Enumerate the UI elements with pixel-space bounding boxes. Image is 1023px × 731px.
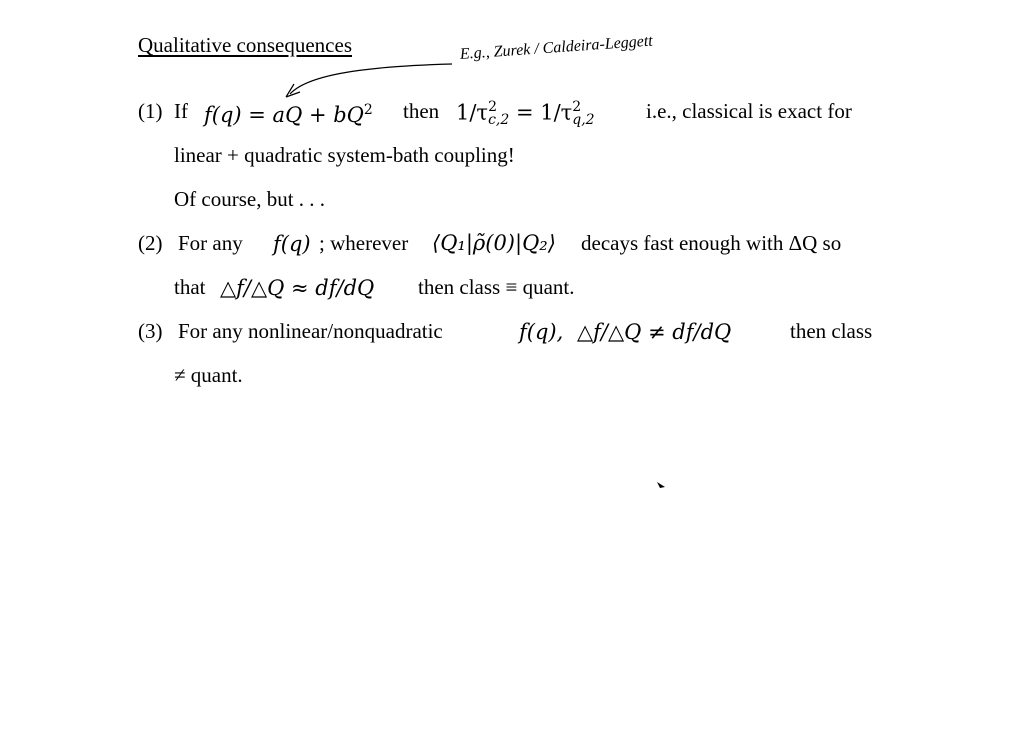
item2-approx: △f/△Q ≈ df/dQ <box>220 276 375 300</box>
item1-line3: Of course, but . . . <box>174 187 326 211</box>
item1-equation-rhs: 1/τ 2 c,2 = 1/τ 2 q,2 <box>456 99 595 128</box>
item2-decays: decays fast enough with ΔQ so <box>581 231 842 255</box>
item1-tail: i.e., classical is exact for <box>646 99 852 123</box>
item3-then-class: then class <box>790 319 873 343</box>
item1-line2: linear + quadratic system-bath coupling! <box>174 143 515 167</box>
item1-then: then <box>403 99 440 123</box>
item3-lead: For any nonlinear/nonquadratic <box>178 319 443 343</box>
item3-fq: f(q), <box>519 320 564 344</box>
item3-line2: ≠ quant. <box>174 363 243 387</box>
item2-for-any: For any <box>178 231 243 255</box>
item2-number: (2) <box>138 231 163 255</box>
item2-wherever: ; wherever <box>319 231 409 255</box>
item2-fq: f(q) <box>273 232 311 256</box>
item2-bracket: ⟨Q₁|ρ̃(0)|Q₂⟩ <box>432 231 556 255</box>
item3-number: (3) <box>138 319 163 343</box>
item2-that: that <box>174 275 206 299</box>
annotation-note: E.g., Zurek / Caldeira-Leggett <box>459 32 654 63</box>
item2-then-tail: then class ≡ quant. <box>418 275 575 299</box>
item3-neq: △f/△Q ≠ df/dQ <box>577 320 732 344</box>
item1-if: If <box>174 99 188 123</box>
item1-equation-lhs: f(q) = aQ + $bQ^2$ <box>204 102 373 127</box>
slide-title: Qualitative consequences <box>138 33 352 57</box>
mouse-cursor <box>657 482 665 488</box>
item1-number: (1) <box>138 99 163 123</box>
